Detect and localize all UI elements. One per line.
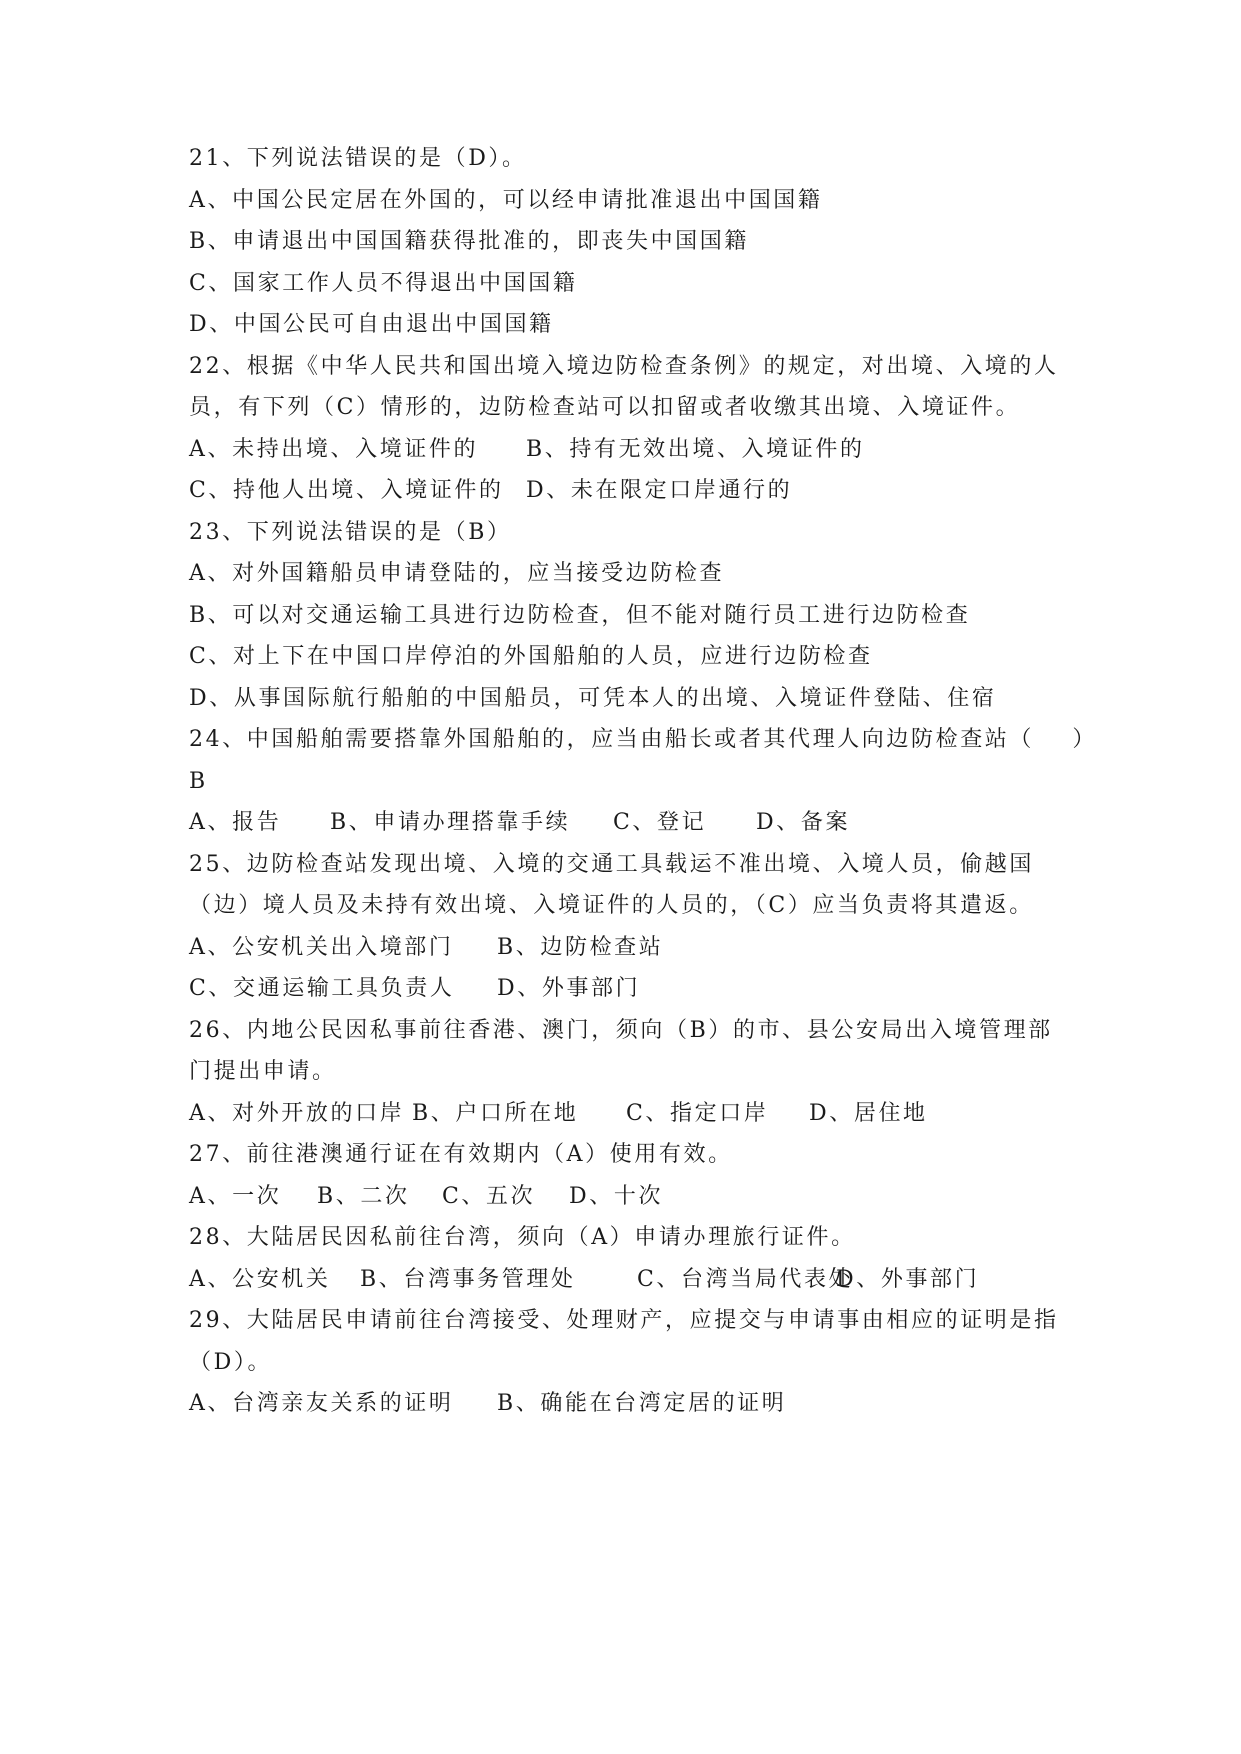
answer-option: C、交通运输工具负责人 [189,976,455,1001]
answer-option: C、持他人出境、入境证件的 [189,478,504,503]
option-row [189,178,1089,224]
option-row [189,427,1089,473]
option-row [189,302,1089,348]
answer-option: C、五次 [442,1184,536,1209]
option-row [189,1257,1089,1303]
answer-option: B、户口所在地 [412,1101,579,1126]
answer-option: A、一次 [189,1184,282,1209]
question-stem: 25、边防检查站发现出境、入境的交通工具载运不准出境、入境人员，偷越国 [189,852,1034,877]
answer-option: B、边防检查站 [497,935,664,960]
question-stem: 23、下列说法错误的是（B） [189,520,512,545]
option-row [189,1091,1089,1137]
answer-option: A、中国公民定居在外国的，可以经申请批准退出中国国籍 [189,188,823,213]
question-stem-continuation: 门提出申请。 [189,1059,337,1084]
answer-option: A、公安机关出入境部门 [189,935,454,960]
answer-option: B、确能在台湾定居的证明 [497,1391,787,1416]
option-row [189,261,1089,307]
question-stem: 21、下列说法错误的是（D）。 [189,146,527,171]
answer-option: D、从事国际航行船舶的中国船员，可凭本人的出境、入境证件登陆、住宿 [189,686,997,711]
question-stem-continuation: B [189,769,208,794]
answer-option: A、报告 [189,810,282,835]
answer-option: D、备案 [756,810,851,835]
option-row [189,634,1089,680]
option-row [189,593,1089,639]
option-row [189,551,1089,597]
option-row [189,1174,1089,1220]
question-stem-continuation: （D）。 [189,1350,273,1375]
question-stem: 27、前往港澳通行证在有效期内（A）使用有效。 [189,1142,733,1167]
option-row [189,1381,1089,1427]
answer-option: D、十次 [569,1184,664,1209]
answer-option: B、可以对交通运输工具进行边防检查，但不能对随行员工进行边防检查 [189,603,971,628]
answer-option: A、台湾亲友关系的证明 [189,1391,454,1416]
answer-option: A、未持出境、入境证件的 [189,437,479,462]
question-stem: 22、根据《中华人民共和国出境入境边防检查条例》的规定，对出境、入境的人 [189,354,1059,379]
option-row [189,219,1089,265]
answer-option: D、未在限定口岸通行的 [526,478,793,503]
answer-option: C、指定口岸 [626,1101,769,1126]
answer-option: B、二次 [317,1184,410,1209]
option-row [189,966,1089,1012]
answer-option: B、台湾事务管理处 [360,1267,576,1292]
answer-option: B、申请退出中国国籍获得批准的，即丧失中国国籍 [189,229,749,254]
answer-option: D、外事部门 [836,1267,980,1292]
option-row [189,676,1089,722]
answer-option: C、台湾当局代表处 [637,1267,854,1292]
answer-option: A、对外开放的口岸 [189,1101,405,1126]
answer-option: D、中国公民可自由退出中国国籍 [189,312,554,337]
answer-option: B、申请办理搭靠手续 [330,810,571,835]
answer-option: A、对外国籍船员申请登陆的，应当接受边防检查 [189,561,725,586]
question-stem: 28、大陆居民因私前往台湾，须向（A）申请办理旅行证件。 [189,1225,856,1250]
option-row [189,800,1089,846]
question-stem: 24、中国船舶需要搭靠外国船舶的，应当由船长或者其代理人向边防检查站（ ） [189,727,1097,752]
option-row [189,925,1089,971]
question-stem-continuation: 员，有下列（C）情形的，边防检查站可以扣留或者收缴其出境、入境证件。 [189,395,1021,420]
question-stem: 26、内地公民因私事前往香港、澳门，须向（B）的市、县公安局出入境管理部 [189,1018,1053,1043]
answer-option: D、居住地 [809,1101,928,1126]
answer-option: C、登记 [613,810,707,835]
answer-option: A、公安机关 [189,1267,331,1292]
option-row [189,468,1089,514]
question-stem: 29、大陆居民申请前往台湾接受、处理财产，应提交与申请事由相应的证明是指 [189,1308,1059,1333]
answer-option: B、持有无效出境、入境证件的 [526,437,865,462]
answer-option: C、对上下在中国口岸停泊的外国船舶的人员，应进行边防检查 [189,644,873,669]
answer-option: D、外事部门 [497,976,641,1001]
question-stem-continuation: （边）境人员及未持有效出境、入境证件的人员的，（C）应当负责将其遣返。 [189,893,1034,918]
answer-option: C、国家工作人员不得退出中国国籍 [189,271,578,296]
